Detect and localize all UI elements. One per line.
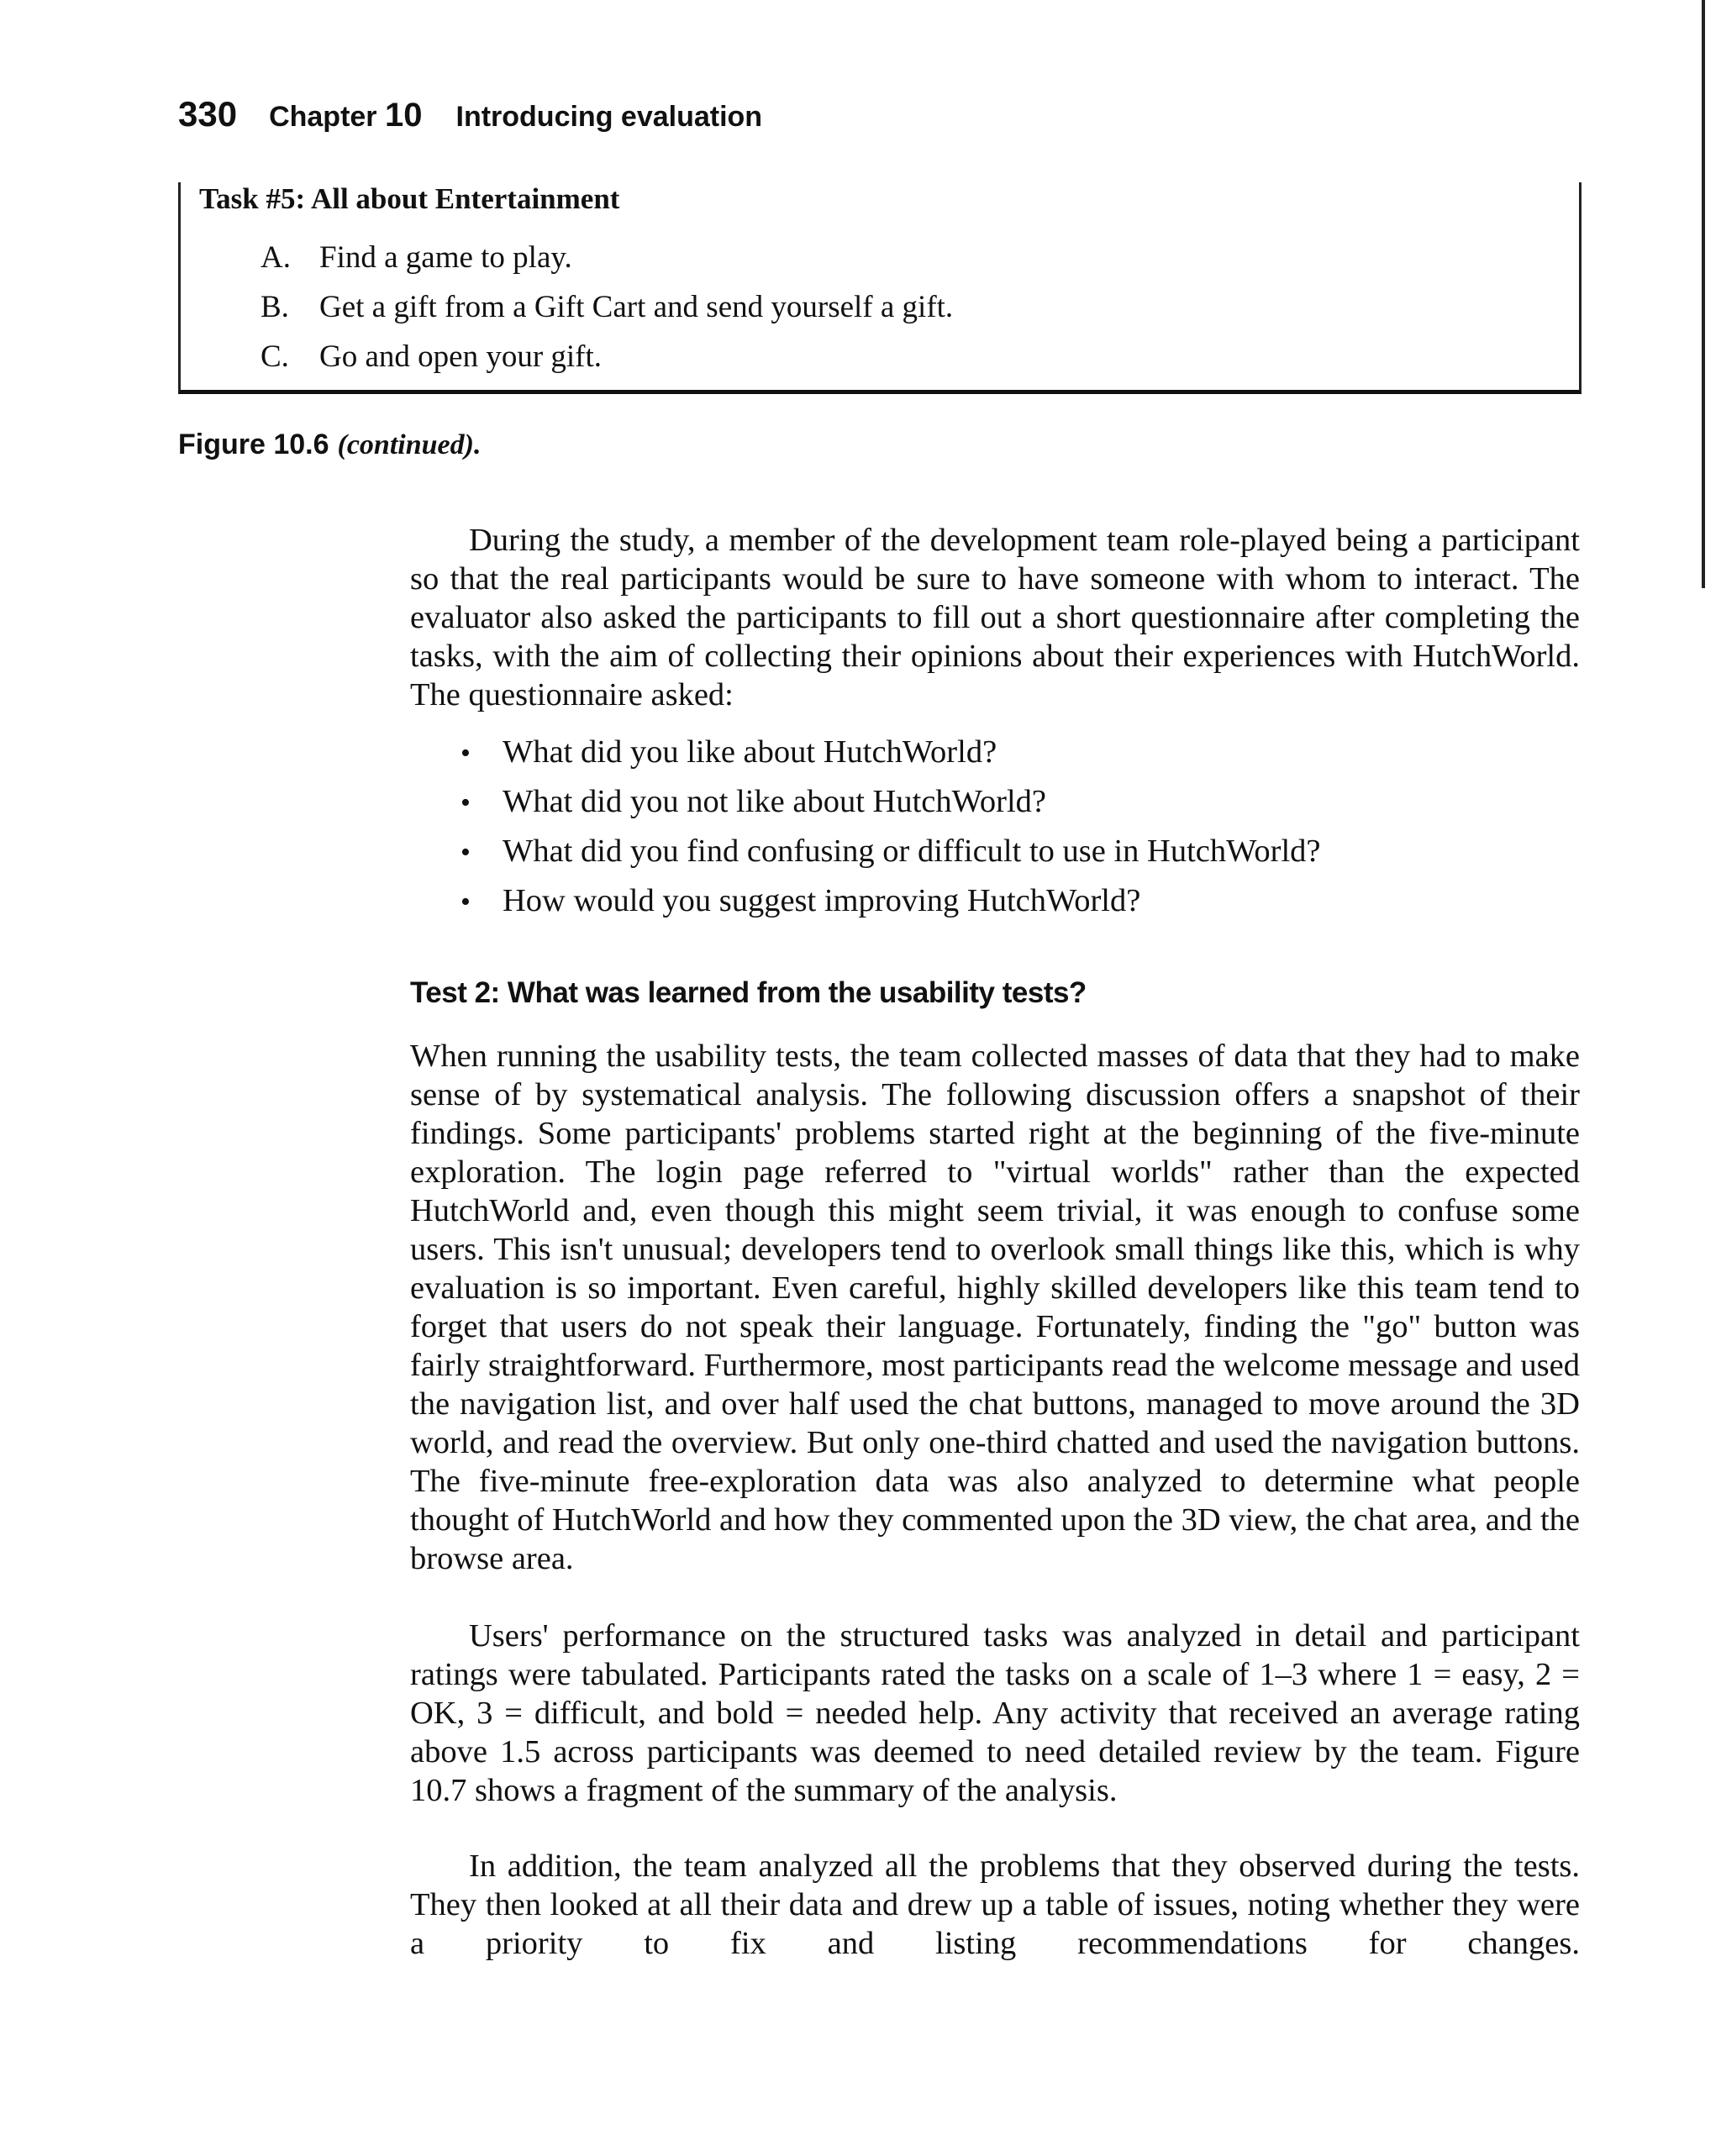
chapter-title: Introducing evaluation	[455, 101, 763, 133]
task-item-letter: B.	[261, 290, 289, 324]
bullet: •	[461, 837, 471, 868]
question-text: What did you not like about HutchWorld?	[503, 784, 1046, 819]
task-item-text: Go and open your gift.	[319, 339, 603, 374]
paragraph-2: When running the usability tests, the team collected masses of data that they had to make sense of by systematical analysis. The following discussion offers a snapshot of their findings. Some participants' problems started right at the beginning of the five-minute exploration. The login page referred to "virtual worlds" rather than the expected HutchWorld and, even though this might seem trivial, it was enough to confuse some users. This isn't unusual; developers tend to overlook small things like this, which is why evaluation is so important. Even careful, highly skilled developers like this team tend to forget that users do not speak their language. Fortunately, finding the "go" button was fairly straightforward. Furthermore, most participants read the welcome message and used the navigation list, and over half used the chat buttons, managed to move around the 3D world, and read the overview. But only one-third chatted and used the navigation buttons. The five-minute free-exploration data was also analyzed to determine what people thought of HutchWorld and how they commented upon the 3D view, the chat area, and the browse area.	[410, 1039, 1580, 1576]
running-head	[178, 94, 762, 134]
figure-label: Figure 10.6	[178, 429, 329, 460]
questionnaire-item	[461, 734, 1320, 783]
task-item	[261, 239, 953, 289]
paragraph-3: Users' performance on the structured tasks was analyzed in detail and participant ratings were tabulated. Participants rated the tasks on a scale of 1–3 where 1 = easy, 2 = OK, 3 = difficult, and bold = needed help. Any activity that received an average rating above 1.5 across participants was deemed to need detailed review by the team. Figure 10.7 shows a fragment of the summary of the analysis.	[410, 1618, 1580, 1808]
question-text: What did you find confusing or difficult to use in HutchWorld?	[503, 833, 1321, 869]
task-item	[261, 289, 953, 339]
question-text: What did you like about HutchWorld?	[503, 734, 997, 770]
task-item	[261, 339, 953, 388]
task-item-letter: C.	[261, 339, 289, 374]
task-item-letter: A.	[261, 240, 291, 275]
question-text: How would you suggest improving HutchWorld?	[503, 883, 1141, 918]
task-item-text: Find a game to play.	[319, 240, 572, 275]
task-item-text: Get a gift from a Gift Cart and send yourself a gift.	[319, 290, 954, 324]
section-heading: Test 2: What was learned from the usability tests?	[410, 976, 1087, 1009]
bullet: •	[461, 886, 471, 918]
bullet: •	[461, 738, 471, 769]
questionnaire-list	[461, 734, 1320, 932]
figure-caption	[178, 429, 481, 461]
page-edge-rule	[1702, 0, 1705, 588]
task-box	[178, 182, 1582, 394]
task-title: Task #5: All about Entertainment	[199, 182, 620, 215]
paragraph-4: In addition, the team analyzed all the problems that they observed during the tests. They then looked at all their data and drew up a table of issues, noting whether they were a priority to fix and listing recommendations for changes.	[410, 1848, 1580, 1961]
bullet: •	[461, 787, 471, 818]
task-list	[261, 239, 953, 388]
questionnaire-item	[461, 882, 1320, 932]
questionnaire-item	[461, 833, 1320, 882]
chapter-number: 10	[385, 97, 423, 134]
chapter-label	[269, 97, 423, 134]
chapter-word: Chapter	[269, 101, 377, 133]
page-number: 330	[178, 94, 238, 134]
paragraph-1: During the study, a member of the development team role-played being a participant so that the real participants would be sure to have someone with whom to interact. The evaluator also asked the participants to fill out a short questionnaire after completing the tasks, with the aim of collecting their opinions about their experiences with HutchWorld. The questionnaire asked:	[410, 523, 1580, 713]
figure-continued: (continued).	[337, 429, 482, 460]
questionnaire-item	[461, 783, 1320, 833]
